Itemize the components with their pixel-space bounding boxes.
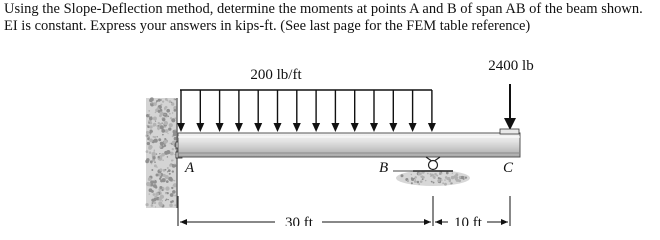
- point-a-label: A: [185, 160, 195, 176]
- load-arrow: [409, 90, 417, 132]
- point-load-label: 2400 lb: [488, 58, 534, 74]
- load-arrow: [216, 90, 224, 132]
- load-arrow: [177, 90, 185, 132]
- load-arrow: [235, 90, 243, 132]
- load-arrow: [389, 90, 397, 132]
- point-b-label: B: [379, 160, 389, 176]
- beam: [178, 133, 520, 157]
- problem-line-2: EI is constant. Express your answers in kips-ft. (See last page for the FEM table reference): [4, 18, 531, 34]
- load-arrow: [370, 90, 378, 132]
- span-bc-dimension: 10 ft: [454, 215, 482, 226]
- span-ab-dimension: 30 ft: [285, 215, 313, 226]
- load-arrow: [254, 90, 262, 132]
- distributed-load-label: 200 lb/ft: [250, 67, 302, 83]
- load-arrow: [331, 90, 339, 132]
- load-arrow: [293, 90, 301, 132]
- point-c-label: C: [503, 160, 514, 176]
- load-arrow: [274, 90, 282, 132]
- problem-line-1: Using the Slope-Deflection method, determine the moments at points A and B of span AB of the beam shown.: [4, 1, 643, 17]
- fixed-support-a: [145, 97, 182, 208]
- load-arrow: [312, 90, 320, 132]
- point-load-c: [500, 84, 519, 134]
- load-arrow: [428, 90, 436, 132]
- load-arrow: [351, 90, 359, 132]
- load-arrow: [196, 90, 204, 132]
- roller-support-b: [393, 157, 470, 186]
- distributed-load: [177, 90, 436, 132]
